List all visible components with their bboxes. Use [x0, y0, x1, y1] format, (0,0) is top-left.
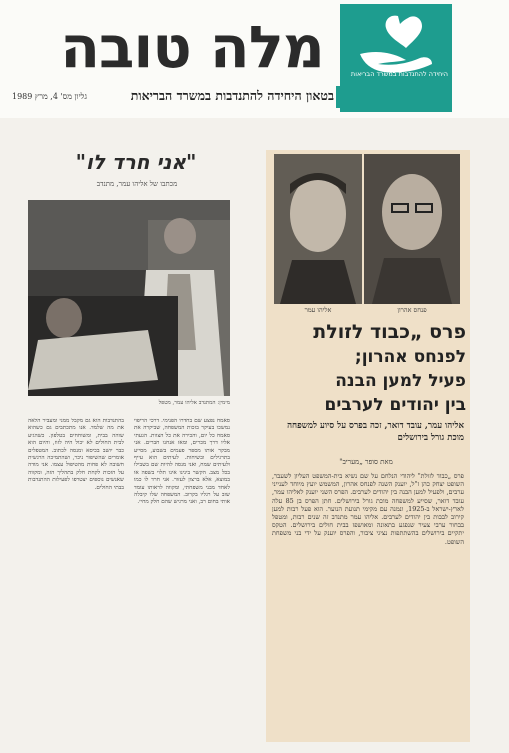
left-article-column-1: סאמח נפצע שם בחדרו הפנימי. דרכי הריפוי נמשכו בעיקר בזכות המשפחה, שביקרה את סאמח כל יום, והכירה את כל הצוות. הגעתי אליו דרך מכרים, ומאז אנחנו חברים. אני מבקר אותו מספר פעמים בשבוע, מסייע בתרגילים ובשיחות. לעיתים הוא עייף ולעיתים שמח, ואני מנסה להיות שם בשבילו בכל מצב. הקשר בינינו אינו תלוי בשפה או במוצא, אלא ברצון לעזור. אני חרד לו כמו לאחד מבני משפחתי, ומקווה לראותו עומד שוב על רגליו בקרוב. המשפחה שלו קיבלה אותי בחום רב, ואני מרגיש שהם חלק מחיי. — [134, 418, 230, 506]
portrait-pinchas-aharon — [364, 154, 460, 304]
photo-caption: מימין: המתנדב אליהו עמר, מטפל — [158, 400, 230, 406]
volunteer-photo — [28, 200, 230, 396]
portrait-eliyahu-amar — [274, 154, 362, 304]
masthead — [0, 0, 509, 118]
newspaper-clipping — [266, 150, 470, 742]
left-article — [28, 146, 250, 746]
clipping-body-text: פרס „כבוד לזולת" ליהודי הנלחם על שם נשיא בית-המשפט העליון לשעבר, השופט יצחק כהן ז"ל, יוענק השנה לפנחס אהרון, המשמש יועץ מיוחד לענייני ערבים, ולפעיל למען הבנה בין יהודים לערבים. הפרס השני יוענק לאליהו עמר, עובד דואר, שסייע למשפחה מוכת גורל בירושלים. חתן הפרס בן 85 עלה לארץ-ישראל ב-1925, ונמנה עם מקימי תנועת הנוער. הוא פעל רבות למען קירוב לבבות בין יהודים לערבים. אליהו עמר מתנדב זה שנים רבות, ומטפל בבחור ערבי צעיר שנפגע בתאונה ומאושפז בבית חולים בירושלים. הטקס יתקיים בירושלים בהשתתפות נציגי ציבור, והפרס יוענק על ידי בני משפחת השופט. — [272, 472, 464, 546]
portrait-caption-1: פנחס אהרון — [397, 306, 427, 314]
clipping-headline-line-3: פעיל למען הבנה — [335, 371, 466, 391]
left-article-byline: מכתבו של אליהו עמר, מתנדב — [96, 180, 178, 188]
logo — [340, 4, 452, 112]
hand-heart-logo-icon — [340, 4, 452, 112]
portrait-caption-2: אליהו עמר — [304, 306, 332, 314]
clipping-headline-line-2: לפנחס אהרון; — [354, 347, 466, 367]
newsletter-title: מלה טובה — [60, 13, 324, 81]
clipping-byline: מאת סופר „מעריב" — [339, 458, 393, 466]
logo-caption: היחידה להתנדבות במשרד הבריאות — [350, 70, 448, 78]
clipping-headline-line-4: בין יהודים לערבים — [324, 395, 466, 415]
issue-line: גליון מס' 4, מרץ 1989 — [12, 92, 88, 101]
clipping-headline-line-1: פרס „כבוד לזולת — [313, 321, 466, 343]
left-article-column-2: בהתנדבות הוא גם מקבל ממני ומעביר הלאה את מה שלמד. אנו מתכתבים גם כשהוא שוהה בבית, ומשוחחים בטלפון. כשהגיע לבית החולים לא יכול היה לזוז, והיום הוא כבר יושב בכיסא ומנסה לכתוב. המטפלים אומרים שהשיפור ניכר, ושהתמיכה הרגשית חשובה לא פחות מהטיפול עצמו. אני מודה על הזכות לקחת חלק בתהליך הזה, ומקווה שאנשים נוספים יצטרפו לפעילות ההתנדבות בבתי החולים. — [28, 418, 124, 491]
left-article-headline: "אני חרד לו" — [75, 150, 197, 174]
subtitle-accent-bar — [336, 86, 352, 108]
clipping-deck: אליהו עמר, עובד דואר, זכה בפרס על סיוע למשפחה מוכת גורל בירושלים — [287, 421, 464, 443]
newsletter-subtitle: בטאון היחידה להתנדבות במשרד הבריאות — [130, 88, 334, 103]
